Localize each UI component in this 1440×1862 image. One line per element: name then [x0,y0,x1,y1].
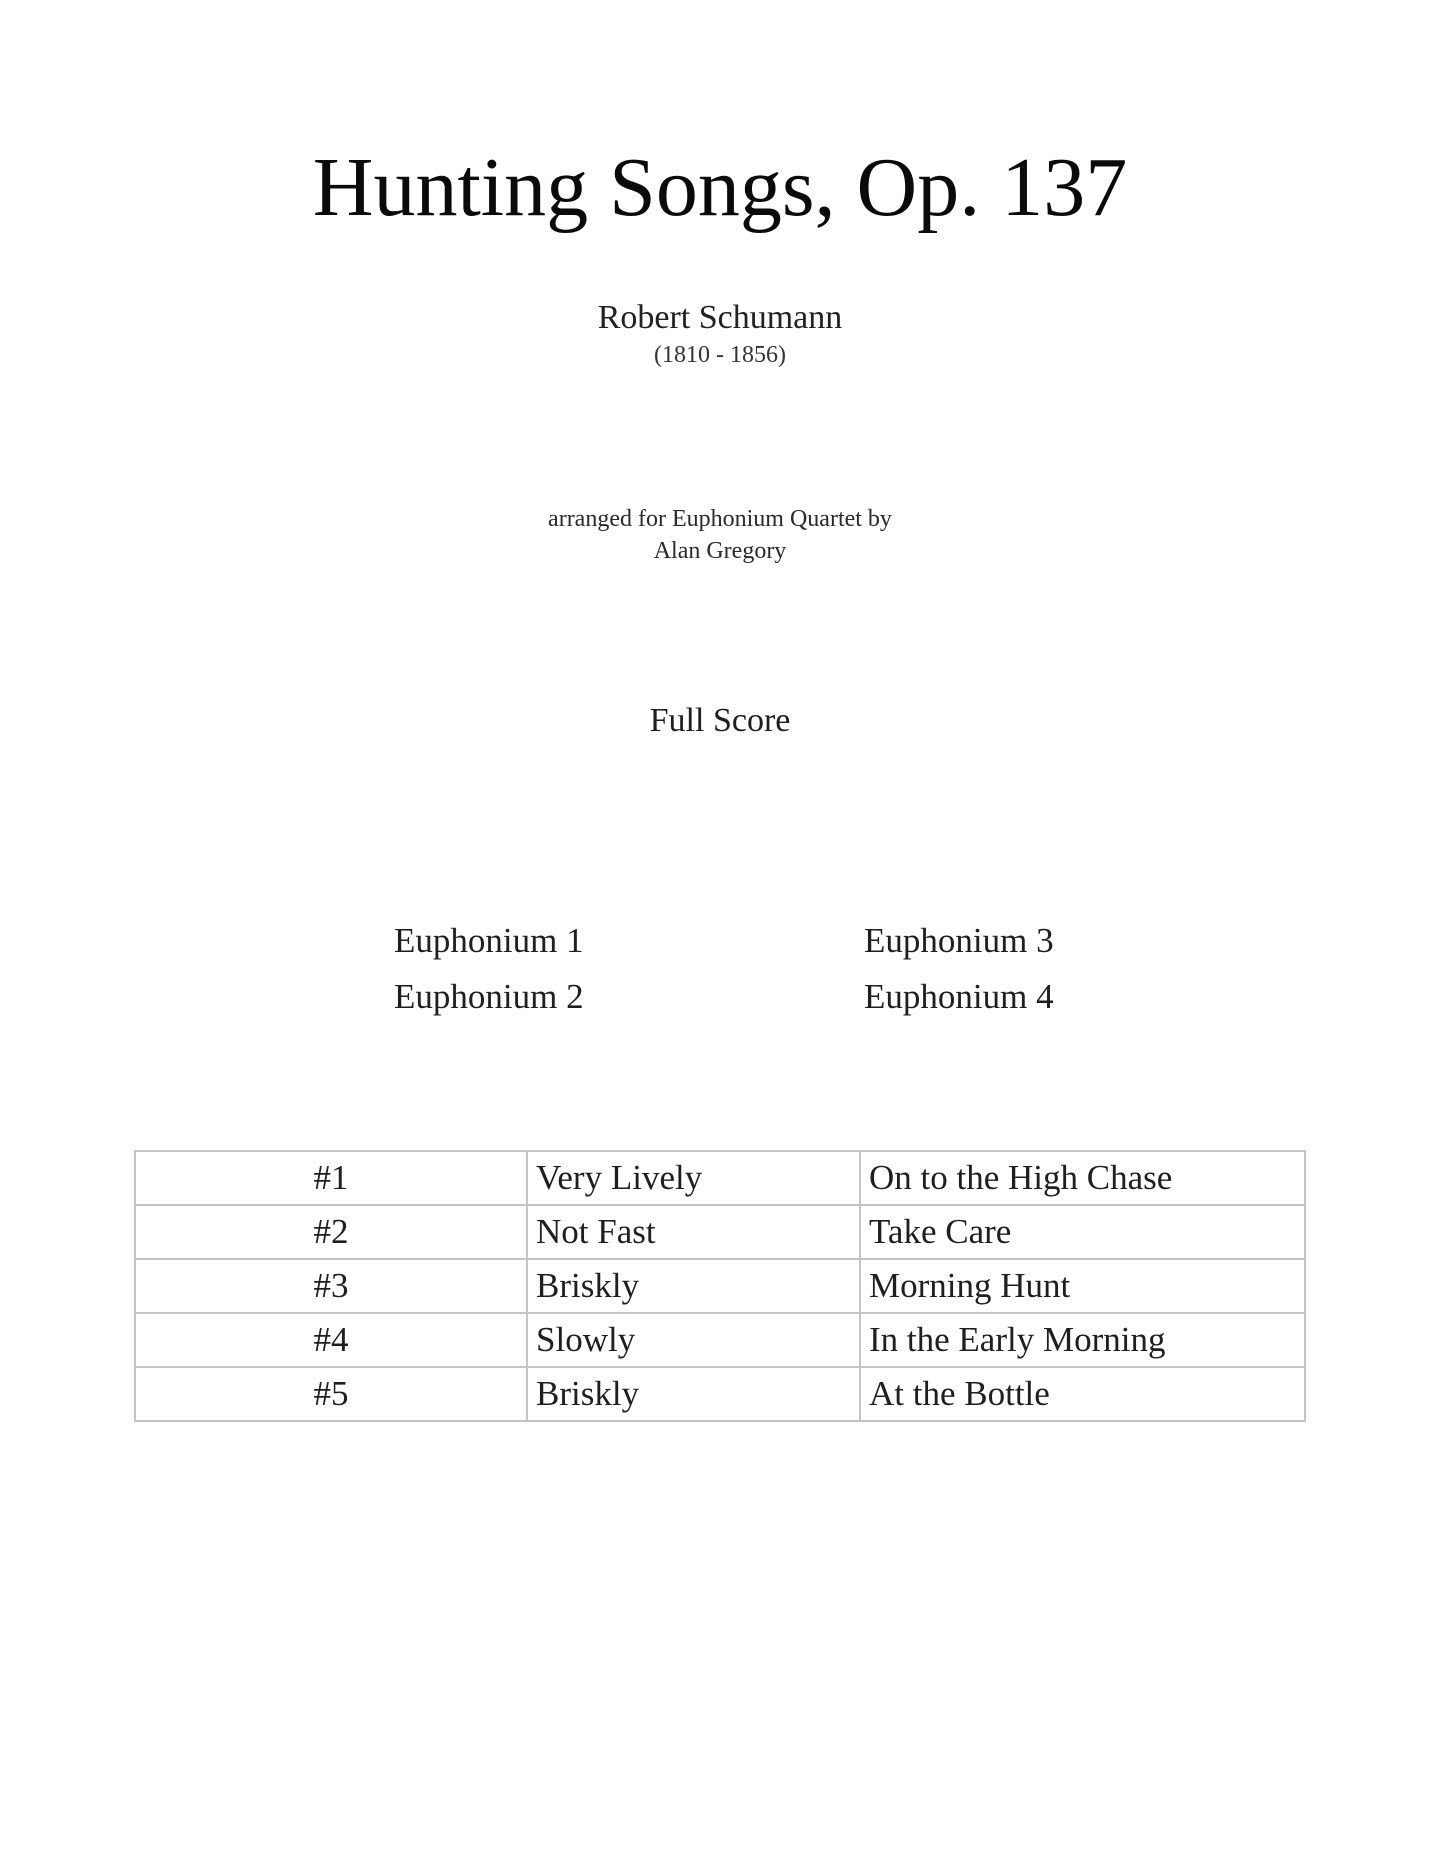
movement-title: Take Care [860,1205,1305,1259]
page-title: Hunting Songs, Op. 137 [312,141,1128,234]
movement-number: #5 [135,1367,527,1421]
movement-title: Morning Hunt [860,1259,1305,1313]
movement-tempo: Briskly [527,1367,860,1421]
table-row [135,1259,1305,1313]
movement-title: At the Bottle [860,1367,1305,1421]
movement-number: #2 [135,1205,527,1259]
arrangement-credit: arranged for Euphonium Quartet by [548,506,892,532]
movement-tempo: Not Fast [527,1205,860,1259]
arranger-name: Alan Gregory [653,538,787,564]
movement-tempo: Very Lively [527,1151,860,1205]
movement-title: In the Early Morning [860,1313,1305,1367]
instrument-euphonium-2: Euphonium 2 [394,977,584,1016]
instrument-euphonium-1: Euphonium 1 [394,921,584,960]
instrument-euphonium-4: Euphonium 4 [864,977,1054,1016]
table-row [135,1313,1305,1367]
score-type-label: Full Score [649,702,791,739]
table-row [135,1151,1305,1205]
movements-table [134,1150,1306,1422]
movement-tempo: Slowly [527,1313,860,1367]
instrument-euphonium-3: Euphonium 3 [864,921,1054,960]
composer-name: Robert Schumann [597,299,843,336]
movement-number: #1 [135,1151,527,1205]
instrument-list [394,920,1194,1018]
movement-title: On to the High Chase [860,1151,1305,1205]
table-row [135,1367,1305,1421]
movement-tempo: Briskly [527,1259,860,1313]
movement-number: #4 [135,1313,527,1367]
table-row [135,1205,1305,1259]
composer-dates: (1810 - 1856) [654,342,786,368]
movement-number: #3 [135,1259,527,1313]
